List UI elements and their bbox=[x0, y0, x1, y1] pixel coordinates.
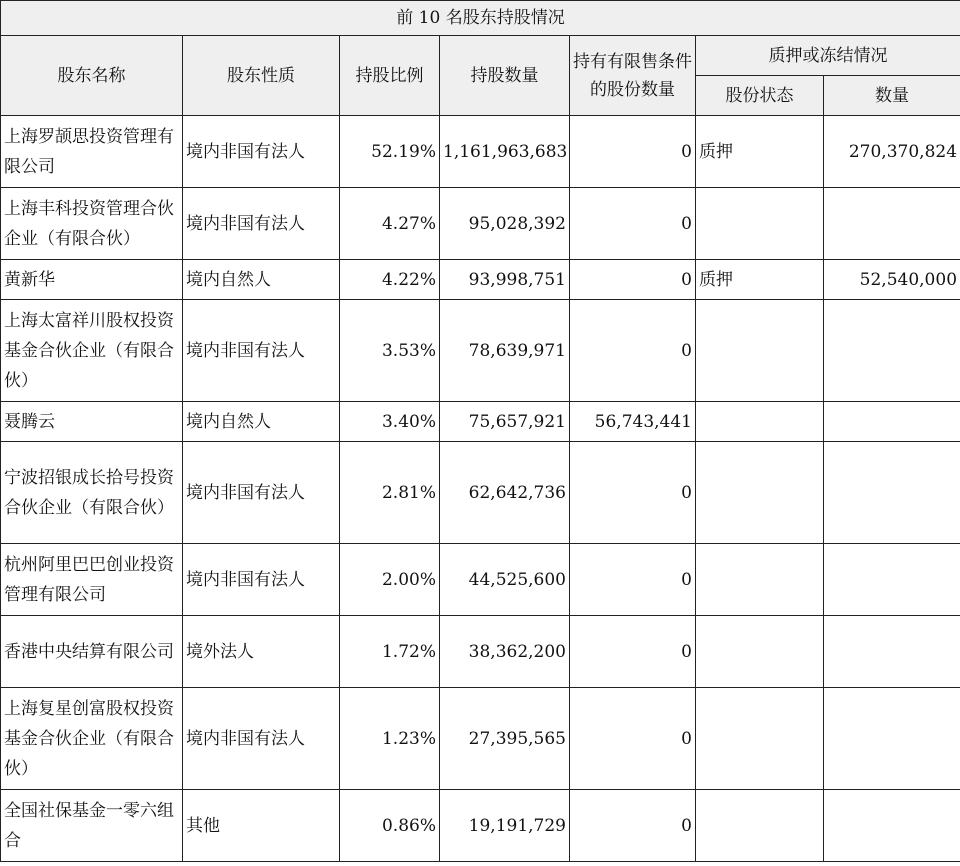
cell-name: 黄新华 bbox=[1, 260, 183, 300]
cell-pledge-quantity bbox=[824, 188, 960, 260]
cell-restricted: 0 bbox=[570, 260, 696, 300]
header-pledge-quantity: 数量 bbox=[824, 76, 960, 116]
cell-nature: 境内自然人 bbox=[183, 260, 340, 300]
table-row bbox=[1, 688, 960, 790]
cell-ratio: 3.53% bbox=[340, 300, 440, 402]
cell-quantity: 95,028,392 bbox=[440, 188, 570, 260]
header-restricted: 持有有限售条件的股份数量 bbox=[570, 36, 696, 116]
header-ratio: 持股比例 bbox=[340, 36, 440, 116]
cell-restricted: 0 bbox=[570, 544, 696, 616]
header-pledge-status: 股份状态 bbox=[696, 76, 824, 116]
cell-pledge-status bbox=[696, 790, 824, 862]
cell-ratio: 3.40% bbox=[340, 402, 440, 442]
cell-ratio: 52.19% bbox=[340, 116, 440, 188]
cell-nature: 境内非国有法人 bbox=[183, 544, 340, 616]
cell-name: 宁波招银成长拾号投资合伙企业（有限合伙） bbox=[1, 442, 183, 544]
cell-nature: 境外法人 bbox=[183, 616, 340, 688]
cell-pledge-status bbox=[696, 188, 824, 260]
cell-ratio: 1.72% bbox=[340, 616, 440, 688]
cell-pledge-quantity bbox=[824, 616, 960, 688]
cell-name: 上海丰科投资管理合伙企业（有限合伙） bbox=[1, 188, 183, 260]
cell-ratio: 1.23% bbox=[340, 688, 440, 790]
table-row bbox=[1, 260, 960, 300]
cell-quantity: 27,395,565 bbox=[440, 688, 570, 790]
cell-pledge-status: 质押 bbox=[696, 260, 824, 300]
cell-quantity: 1,161,963,683 bbox=[440, 116, 570, 188]
cell-nature: 其他 bbox=[183, 790, 340, 862]
cell-name: 上海太富祥川股权投资基金合伙企业（有限合伙） bbox=[1, 300, 183, 402]
cell-nature: 境内非国有法人 bbox=[183, 188, 340, 260]
cell-ratio: 2.00% bbox=[340, 544, 440, 616]
table-row bbox=[1, 544, 960, 616]
table-row bbox=[1, 188, 960, 260]
cell-nature: 境内自然人 bbox=[183, 402, 340, 442]
cell-name: 杭州阿里巴巴创业投资管理有限公司 bbox=[1, 544, 183, 616]
cell-ratio: 2.81% bbox=[340, 442, 440, 544]
table-row bbox=[1, 616, 960, 688]
cell-pledge-quantity bbox=[824, 688, 960, 790]
cell-pledge-quantity: 52,540,000 bbox=[824, 260, 960, 300]
cell-pledge-status bbox=[696, 544, 824, 616]
table-row bbox=[1, 300, 960, 402]
cell-pledge-status bbox=[696, 300, 824, 402]
cell-quantity: 19,191,729 bbox=[440, 790, 570, 862]
cell-restricted: 0 bbox=[570, 300, 696, 402]
cell-name: 全国社保基金一零六组合 bbox=[1, 790, 183, 862]
table-row bbox=[1, 790, 960, 862]
cell-pledge-quantity bbox=[824, 442, 960, 544]
cell-pledge-status bbox=[696, 688, 824, 790]
table-row bbox=[1, 116, 960, 188]
cell-restricted: 0 bbox=[570, 616, 696, 688]
header-nature: 股东性质 bbox=[183, 36, 340, 116]
cell-restricted: 0 bbox=[570, 790, 696, 862]
cell-nature: 境内非国有法人 bbox=[183, 442, 340, 544]
cell-ratio: 4.27% bbox=[340, 188, 440, 260]
cell-nature: 境内非国有法人 bbox=[183, 300, 340, 402]
cell-quantity: 44,525,600 bbox=[440, 544, 570, 616]
cell-pledge-quantity bbox=[824, 300, 960, 402]
cell-name: 聂腾云 bbox=[1, 402, 183, 442]
cell-restricted: 0 bbox=[570, 188, 696, 260]
cell-name: 上海罗颉思投资管理有限公司 bbox=[1, 116, 183, 188]
cell-pledge-status bbox=[696, 442, 824, 544]
cell-restricted: 0 bbox=[570, 442, 696, 544]
cell-restricted: 0 bbox=[570, 116, 696, 188]
cell-ratio: 4.22% bbox=[340, 260, 440, 300]
cell-pledge-quantity: 270,370,824 bbox=[824, 116, 960, 188]
cell-restricted: 0 bbox=[570, 688, 696, 790]
cell-pledge-quantity bbox=[824, 402, 960, 442]
cell-pledge-quantity bbox=[824, 790, 960, 862]
cell-quantity: 78,639,971 bbox=[440, 300, 570, 402]
header-quantity: 持股数量 bbox=[440, 36, 570, 116]
cell-restricted: 56,743,441 bbox=[570, 402, 696, 442]
cell-ratio: 0.86% bbox=[340, 790, 440, 862]
cell-quantity: 62,642,736 bbox=[440, 442, 570, 544]
cell-quantity: 38,362,200 bbox=[440, 616, 570, 688]
cell-pledge-status: 质押 bbox=[696, 116, 824, 188]
header-name: 股东名称 bbox=[1, 36, 183, 116]
table-row bbox=[1, 402, 960, 442]
table-row bbox=[1, 442, 960, 544]
cell-quantity: 75,657,921 bbox=[440, 402, 570, 442]
cell-quantity: 93,998,751 bbox=[440, 260, 570, 300]
cell-pledge-status bbox=[696, 616, 824, 688]
cell-name: 香港中央结算有限公司 bbox=[1, 616, 183, 688]
cell-nature: 境内非国有法人 bbox=[183, 116, 340, 188]
cell-pledge-status bbox=[696, 402, 824, 442]
cell-name: 上海复星创富股权投资基金合伙企业（有限合伙） bbox=[1, 688, 183, 790]
table-caption: 前 10 名股东持股情况 bbox=[1, 1, 960, 36]
cell-pledge-quantity bbox=[824, 544, 960, 616]
cell-nature: 境内非国有法人 bbox=[183, 688, 340, 790]
header-pledge-group: 质押或冻结情况 bbox=[696, 36, 960, 76]
